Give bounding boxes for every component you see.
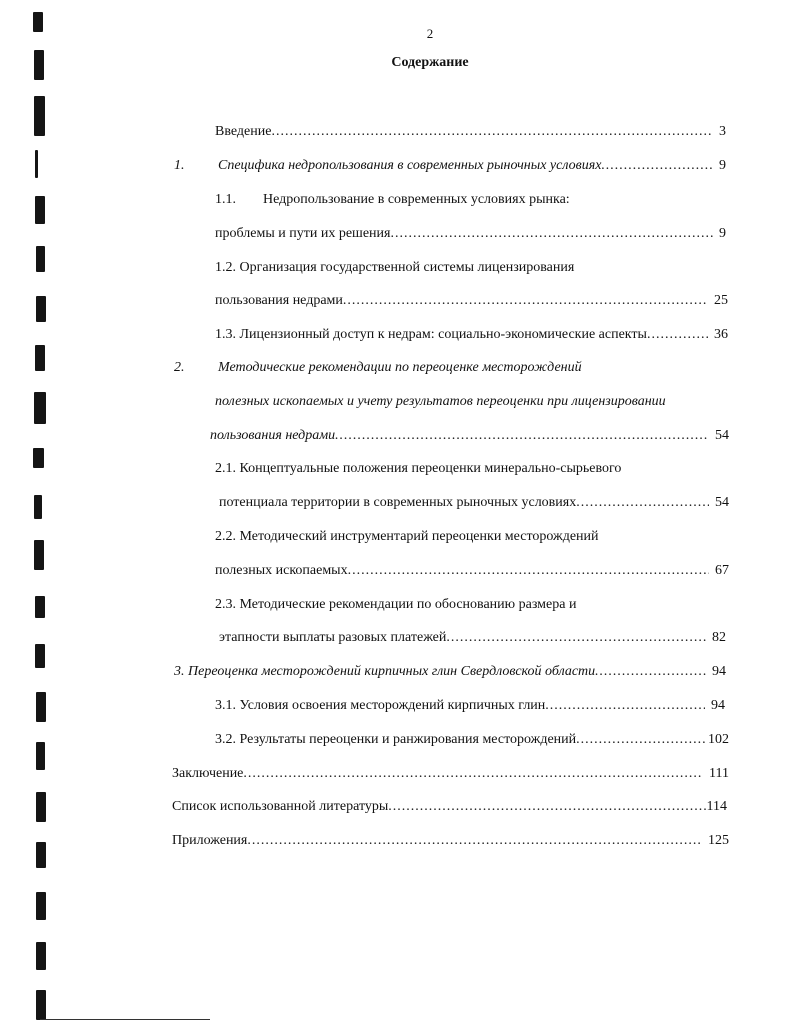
toc-page-number: 54 <box>715 428 729 443</box>
toc-entry-1-3 <box>215 325 728 345</box>
toc-chapter-number: 2. <box>174 360 185 375</box>
binding-mark <box>34 540 44 570</box>
toc-entry-intro <box>215 122 726 142</box>
binding-mark <box>33 448 44 468</box>
toc-leader <box>446 628 706 648</box>
bottom-rule <box>40 1019 210 1020</box>
binding-mark <box>36 692 46 722</box>
toc-entry-chapter-3 <box>174 662 726 682</box>
binding-mark <box>35 345 45 371</box>
binding-mark <box>36 942 46 970</box>
toc-entry-3-1 <box>215 696 725 716</box>
toc-entry-label: 1.2. Организация государственной системы лицензирования <box>215 260 575 275</box>
toc-leader <box>595 662 706 682</box>
toc-entry-appendices <box>172 831 729 851</box>
toc-entry-chapter-2-line2 <box>215 392 726 412</box>
toc-entry-label: этапности выплаты разовых платежей <box>219 630 447 645</box>
toc-entry-1-2-line2 <box>215 291 728 311</box>
binding-mark <box>36 792 46 822</box>
toc-page-number: 94 <box>711 698 725 713</box>
toc-page-number: 102 <box>708 732 729 747</box>
toc-page-number: 94 <box>712 664 726 679</box>
toc-entry-chapter-2-line1 <box>174 358 726 378</box>
toc-page-number: 125 <box>708 833 729 848</box>
toc-page-number: 9 <box>719 158 726 173</box>
toc-entry-label: пользования недрами <box>215 293 343 308</box>
binding-mark <box>36 892 46 920</box>
toc-entry-label: Введение <box>215 124 272 139</box>
toc-entry-chapter-2-line3 <box>210 426 729 446</box>
toc-entry-label: Список использованной литературы <box>172 799 389 814</box>
toc-entry-label: Методические рекомендации по переоценке месторождений <box>218 360 582 375</box>
toc-entry-label: Заключение <box>172 766 244 781</box>
toc-entry-2-2-line2 <box>215 561 729 581</box>
toc-entry-label: 2.2. Методический инструментарий переоценки месторождений <box>215 529 599 544</box>
toc-leader <box>247 831 702 851</box>
binding-mark <box>36 990 46 1020</box>
toc-entry-label: пользования недрами <box>210 428 336 443</box>
toc-leader <box>576 493 709 513</box>
toc-leader <box>271 122 713 142</box>
toc-entry-label: 2.1. Концептуальные положения переоценки минерально-сырьевого <box>215 461 622 476</box>
toc-entry-label: проблемы и пути их решения <box>215 226 391 241</box>
toc-entry-2-3-line2 <box>219 628 726 648</box>
toc-leader <box>335 426 709 446</box>
toc-leader <box>576 730 707 750</box>
toc-title: Содержание <box>391 55 469 70</box>
binding-mark <box>36 742 45 770</box>
toc-entry-label: 3. Переоценка месторождений кирпичных глин Свердловской области <box>174 664 596 679</box>
toc-entry-label: 1.3. Лицензионный доступ к недрам: социально-экономические аспекты <box>215 327 647 342</box>
toc-entry-label: полезных ископаемых <box>215 563 348 578</box>
toc-page-number: 54 <box>715 495 729 510</box>
toc-page-number: 3 <box>719 124 726 139</box>
toc-entry-2-1-line1 <box>215 459 726 479</box>
toc-page-number: 82 <box>712 630 726 645</box>
toc-entry-label: 3.1. Условия освоения месторождений кирпичных глин <box>215 698 546 713</box>
toc-entry-1-1-line2 <box>215 224 726 244</box>
toc-entry-1-1-line1 <box>215 190 726 210</box>
binding-mark <box>36 296 46 322</box>
binding-mark <box>36 246 45 272</box>
toc-entry-1-2-line1 <box>215 258 726 278</box>
toc-entry-2-1-line2 <box>219 493 729 513</box>
toc-section-number: 1.1. <box>215 192 236 207</box>
toc-entry-label: полезных ископаемых и учету результатов переоценки при лицензировании <box>215 394 666 409</box>
toc-leader <box>243 764 703 784</box>
binding-mark <box>34 392 46 424</box>
binding-mark <box>34 495 42 519</box>
toc-page-number: 36 <box>714 327 728 342</box>
binding-mark <box>36 842 46 868</box>
toc-page-number: 67 <box>715 563 729 578</box>
toc-entry-references <box>172 797 727 817</box>
toc-entry-label: 2.3. Методические рекомендации по обоснованию размера и <box>215 597 577 612</box>
toc-leader <box>388 797 705 817</box>
toc-page-number: 114 <box>706 799 727 814</box>
toc-page-number: 9 <box>719 226 726 241</box>
page-number: 2 <box>426 26 434 41</box>
toc-page-number: 111 <box>709 766 729 781</box>
toc-entry-label: потенциала территории в современных рыночных условиях <box>219 495 577 510</box>
toc-entry-2-3-line1 <box>215 595 726 615</box>
toc-leader <box>390 224 713 244</box>
binding-mark <box>35 644 45 668</box>
toc-leader <box>348 561 709 581</box>
toc-entry-label: Недропользование в современных условиях рынка: <box>263 192 570 207</box>
toc-entry-conclusion <box>172 764 729 784</box>
toc-entry-3-2 <box>215 730 729 750</box>
toc-leader <box>343 291 708 311</box>
toc-page-number: 25 <box>714 293 728 308</box>
toc-entry-label: 3.2. Результаты переоценки и ранжирования месторождений <box>215 732 577 747</box>
toc-leader <box>601 156 713 176</box>
toc-entry-chapter-1 <box>174 156 726 176</box>
toc-leader <box>647 325 708 345</box>
toc-entry-label: Специфика недропользования в современных рыночных условиях <box>218 158 602 173</box>
toc-entry-2-2-line1 <box>215 527 726 547</box>
binding-mark <box>35 150 38 178</box>
binding-edge-marks <box>0 0 60 1023</box>
toc-chapter-number: 1. <box>174 158 185 173</box>
binding-mark <box>35 196 45 224</box>
toc-entry-label: Приложения <box>172 833 248 848</box>
binding-mark <box>35 596 45 618</box>
toc-leader <box>545 696 705 716</box>
binding-mark <box>34 96 45 136</box>
